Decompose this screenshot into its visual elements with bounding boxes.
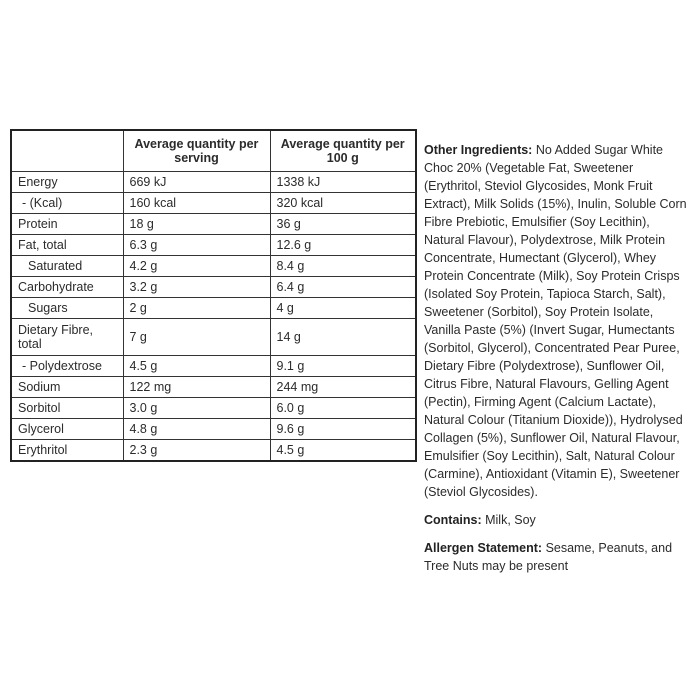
table-row xyxy=(11,319,416,356)
nutrient-cell: Dietary Fibre, total xyxy=(11,319,123,356)
serving-cell: 4.5 g xyxy=(123,356,270,377)
table-row xyxy=(11,235,416,256)
header-per-100g: Average quantity per 100 g xyxy=(270,130,416,172)
per-100g-cell: 9.1 g xyxy=(270,356,416,377)
table-row xyxy=(11,277,416,298)
table-row xyxy=(11,193,416,214)
serving-cell: 18 g xyxy=(123,214,270,235)
per-100g-cell: 36 g xyxy=(270,214,416,235)
table-row xyxy=(11,419,416,440)
nutrient-cell: - Polydextrose xyxy=(11,356,123,377)
allergen-label: Allergen Statement: xyxy=(424,541,546,555)
serving-cell: 6.3 g xyxy=(123,235,270,256)
nutrient-cell: Energy xyxy=(11,172,123,193)
nutrient-cell: - (Kcal) xyxy=(11,193,123,214)
nutrition-table xyxy=(10,129,417,462)
table-row xyxy=(11,298,416,319)
table-row xyxy=(11,356,416,377)
nutrient-cell: Glycerol xyxy=(11,419,123,440)
per-100g-cell: 8.4 g xyxy=(270,256,416,277)
ingredients-panel xyxy=(424,141,692,585)
serving-cell: 3.2 g xyxy=(123,277,270,298)
other-ingredients-text: No Added Sugar White Choc 20% (Vegetable Fat, Sweetener (Erythritol, Steviol Glycosides, Monk Fruit Extract), Milk Solids (15%), Inulin, Soluble Corn Fibre Prebiotic, Emulsifier (Soy Lecithin), Natural Flavour), Polydextrose, Milk Protein Concentrate, Humectant (Glycerol), Whey Protein Concentrate (Milk), Soy Protein Crisps (Isolated Soy Protein, Tapioca Starch, Salt), Sweetener (Sorbitol), Soy Protein Isolate, Vanilla Paste (5%) (Invert Sugar, Humectants (Sorbitol, Glycerol), Concentrated Pear Puree, Dietary Fibre (Polydextrose), Sunflower Oil, Citrus Fibre, Natural Flavours, Gelling Agent (Pectin), Firming Agent (Calcium Lactate), Natural Colour (Titanium Dioxide)), Hydrolysed Collagen (5%), Sunflower Oil, Natural Flavour, Emulsifier (Soy Lecithin), Salt, Natural Colour (Carmine), Antioxidant (Vitamin E), Sweetener (Steviol Glycosides). xyxy=(424,143,687,499)
per-100g-cell: 9.6 g xyxy=(270,419,416,440)
other-ingredients xyxy=(424,141,692,501)
table-row xyxy=(11,377,416,398)
per-100g-cell: 4.5 g xyxy=(270,440,416,462)
header-nutrient xyxy=(11,130,123,172)
table-row xyxy=(11,398,416,419)
nutrient-cell: Sugars xyxy=(11,298,123,319)
per-100g-cell: 1338 kJ xyxy=(270,172,416,193)
contains-text: Milk, Soy xyxy=(485,513,536,527)
contains-label: Contains: xyxy=(424,513,486,527)
serving-cell: 2.3 g xyxy=(123,440,270,462)
contains-statement xyxy=(424,511,692,529)
table-row xyxy=(11,440,416,462)
allergen-statement xyxy=(424,539,692,575)
nutrient-cell: Sorbitol xyxy=(11,398,123,419)
table-header-row xyxy=(11,130,416,172)
serving-cell: 3.0 g xyxy=(123,398,270,419)
nutrient-cell: Erythritol xyxy=(11,440,123,462)
nutrient-cell: Saturated xyxy=(11,256,123,277)
nutrient-cell: Sodium xyxy=(11,377,123,398)
serving-cell: 4.2 g xyxy=(123,256,270,277)
per-100g-cell: 12.6 g xyxy=(270,235,416,256)
nutrient-cell: Carbohydrate xyxy=(11,277,123,298)
serving-cell: 4.8 g xyxy=(123,419,270,440)
table-row xyxy=(11,172,416,193)
nutrition-table-body xyxy=(11,172,416,462)
per-100g-cell: 6.0 g xyxy=(270,398,416,419)
table-row xyxy=(11,256,416,277)
serving-cell: 7 g xyxy=(123,319,270,356)
per-100g-cell: 4 g xyxy=(270,298,416,319)
allergen-text: Sesame, Peanuts, and Tree Nuts may be present xyxy=(424,541,673,573)
serving-cell: 160 kcal xyxy=(123,193,270,214)
per-100g-cell: 14 g xyxy=(270,319,416,356)
per-100g-cell: 6.4 g xyxy=(270,277,416,298)
nutrient-cell: Protein xyxy=(11,214,123,235)
per-100g-cell: 320 kcal xyxy=(270,193,416,214)
per-100g-cell: 244 mg xyxy=(270,377,416,398)
serving-cell: 122 mg xyxy=(123,377,270,398)
nutrient-cell: Fat, total xyxy=(11,235,123,256)
other-ingredients-label: Other Ingredients: xyxy=(424,143,536,157)
table-row xyxy=(11,214,416,235)
serving-cell: 669 kJ xyxy=(123,172,270,193)
serving-cell: 2 g xyxy=(123,298,270,319)
header-per-serving: Average quantity per serving xyxy=(123,130,270,172)
nutrition-panel xyxy=(10,129,415,462)
